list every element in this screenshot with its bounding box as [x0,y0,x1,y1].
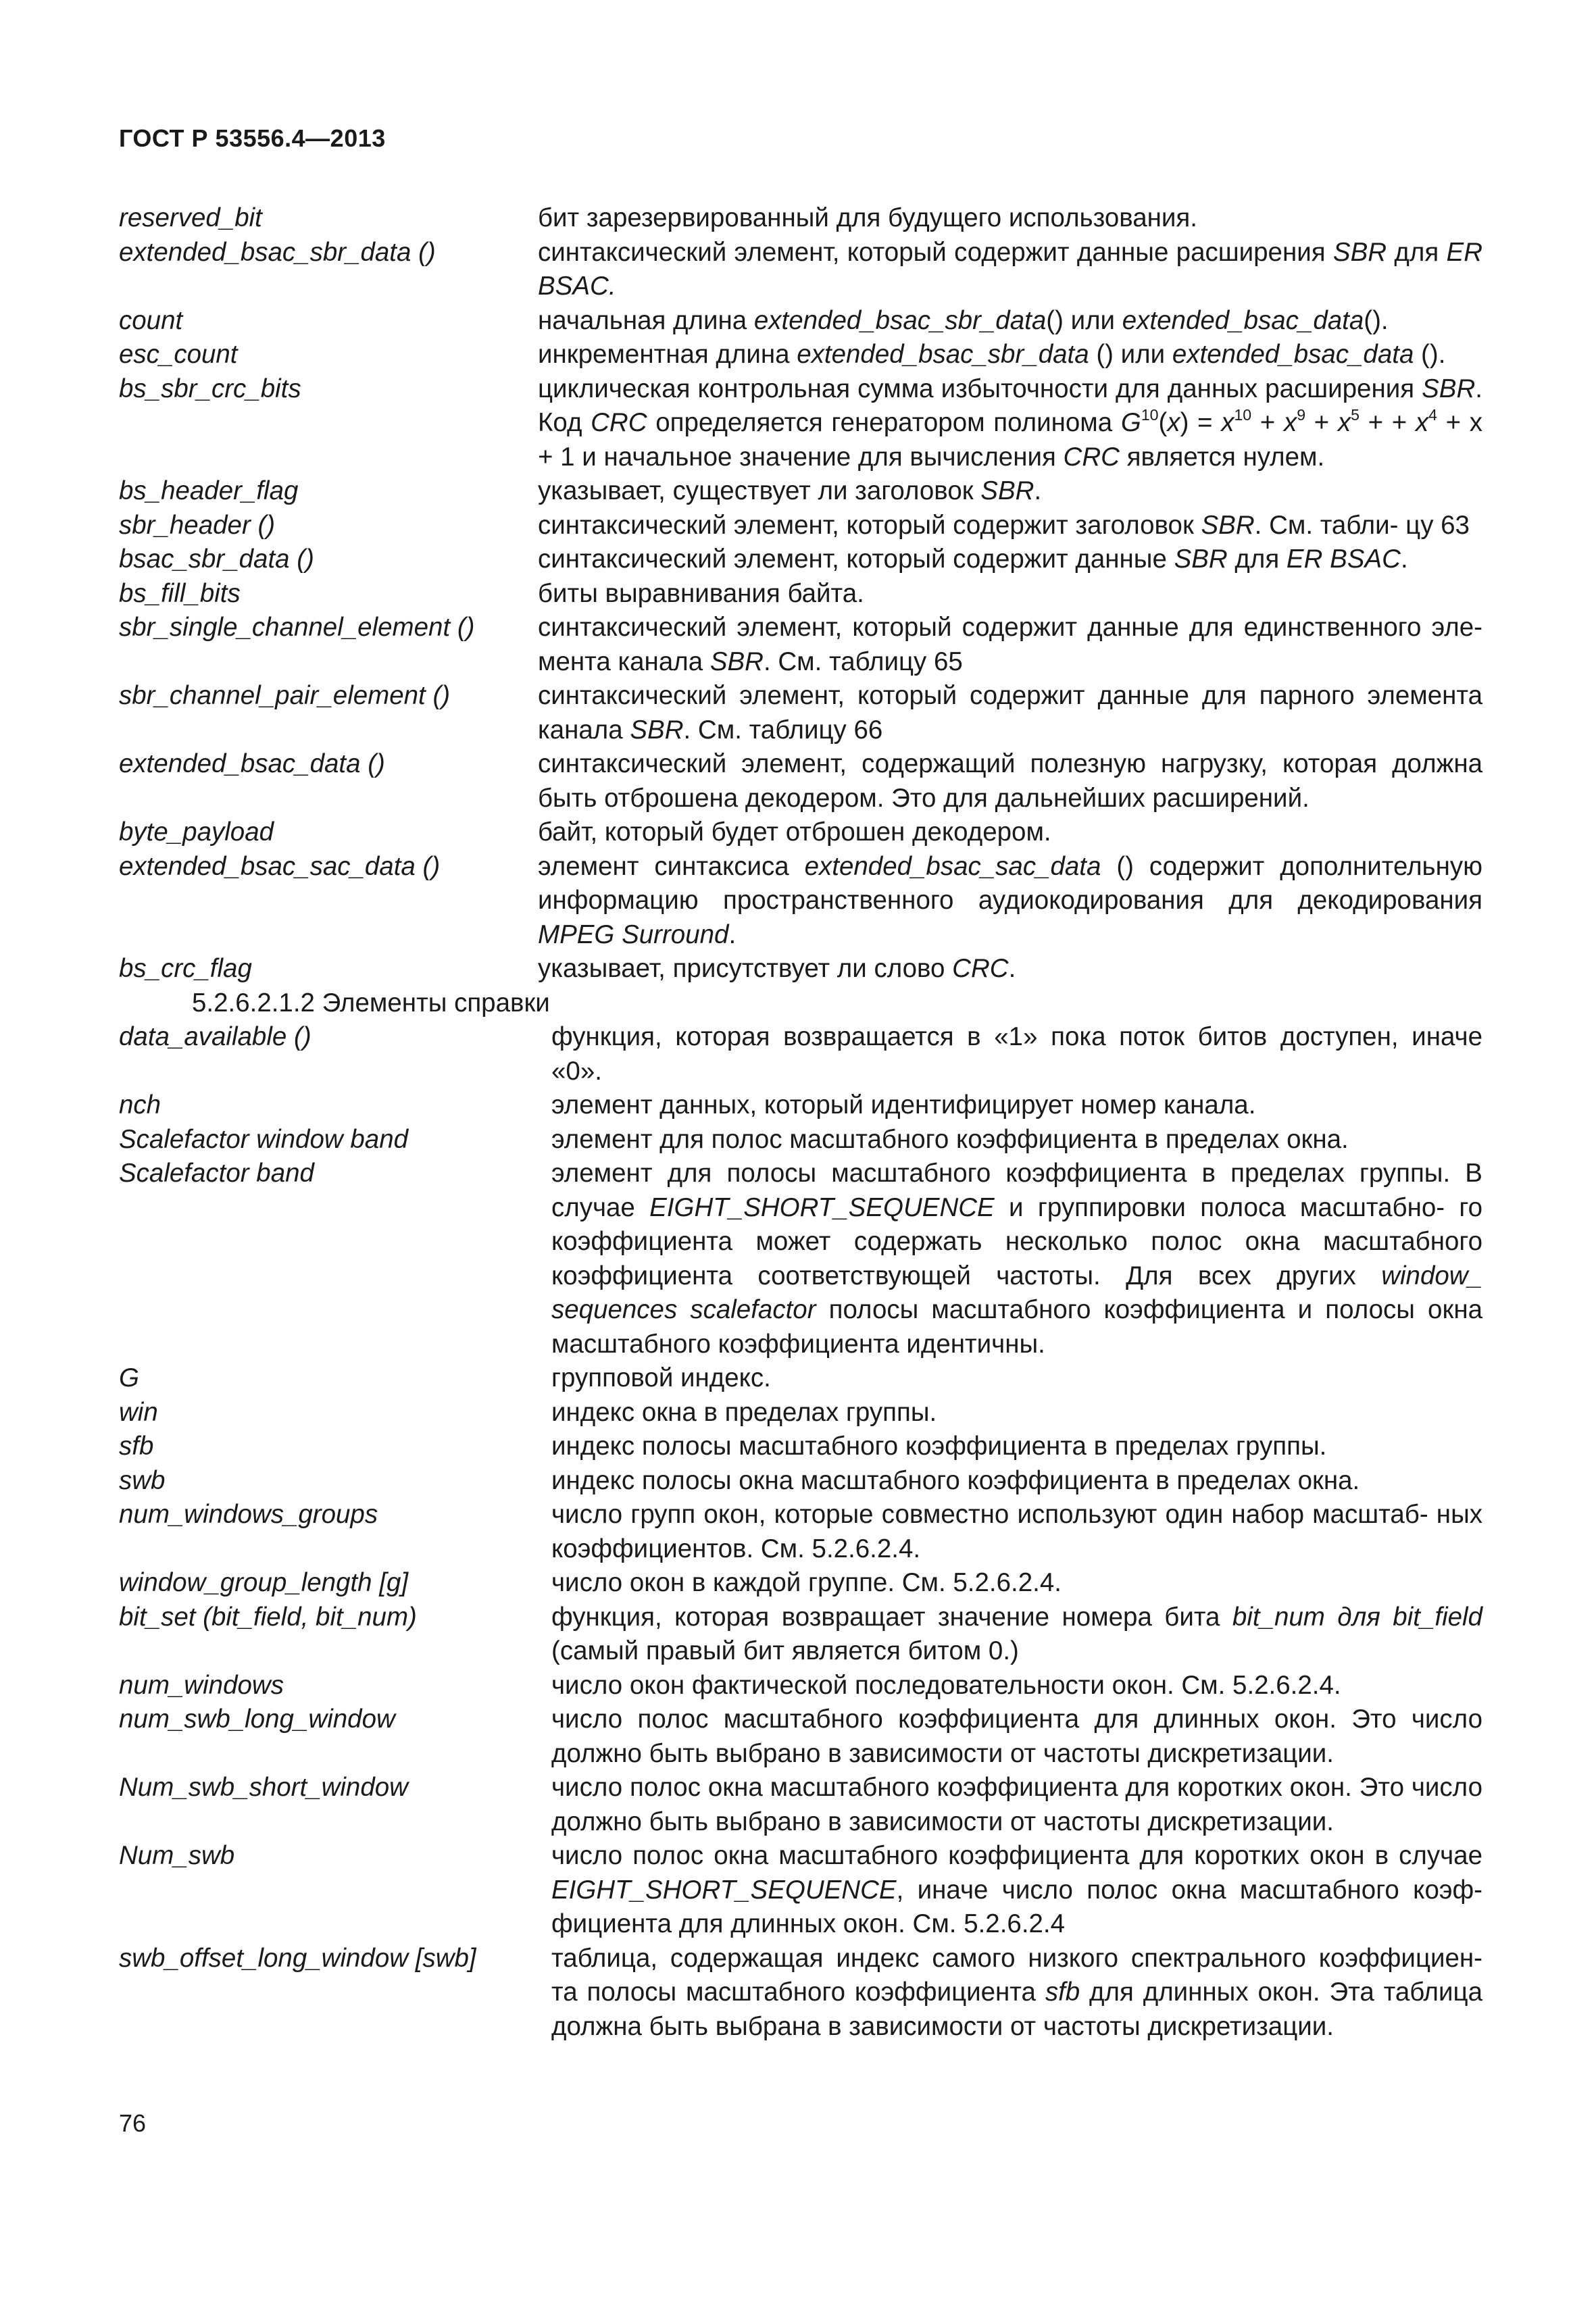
definition-description: число полос окна масштабного коэффициента для коротких окон в случае EIGHT_SHORT_SEQUENCE, иначе число полос окна масштабного коэф- фициента для длинных окон. См. 5.2.6.2.4 [551,1841,1482,1938]
definition-description: биты выравнивания байта. [538,578,864,608]
definition-entry [0,236,1596,304]
definition-description: инкрементная длина extended_bsac_sbr_data () или extended_bsac_data (). [538,340,1446,369]
definition-entry [0,850,1596,953]
definition-term: win [119,1397,158,1427]
definition-description: таблица, содержащая индекс самого низкого спектрального коэффициен- та полосы масштабного коэффициента sfb для длинных окон. Эта таблица должна быть выбрана в зависимости от частоты дискретизации. [551,1943,1482,2041]
definition-description: индекс полосы масштабного коэффициента в пределах группы. [551,1432,1327,1461]
definition-term: extended_bsac_sbr_data () [119,237,436,267]
definition-description: синтаксический элемент, который содержит данные для единственного эле- мента канала SBR. См. таблицу 65 [538,613,1482,676]
definition-description: бит зарезервированный для будущего использования. [538,203,1197,232]
definition-entry [0,747,1596,815]
definition-entry [0,815,1596,850]
definition-entry [0,1498,1596,1566]
definition-entry [0,509,1596,543]
definition-term: num_windows_groups [119,1500,378,1529]
definition-description: указывает, существует ли заголовок SBR. [538,476,1042,505]
definition-term: num_swb_long_window [119,1705,395,1734]
definition-entry [0,1942,1596,2044]
definition-term: num_windows [119,1670,284,1700]
definition-entry [0,679,1596,747]
definition-description: функция, которая возвращает значение номера бита bit_num для bit_field (самый правый бит является битом 0.) [551,1602,1483,1665]
definition-term: reserved_bit [119,203,262,232]
definition-term: bit_set (bit_field, bit_num) [119,1602,417,1632]
definition-description: групповой индекс. [551,1363,771,1392]
definition-term: data_available () [119,1022,311,1051]
definition-term: G [119,1363,139,1392]
definition-entry [0,577,1596,611]
definition-entry [0,1839,1596,1942]
definition-description: число групп окон, которые совместно используют один набор масштаб- ных коэффициентов. См. 5.2.6.2.4. [551,1500,1482,1563]
definition-term: sbr_channel_pair_element () [119,681,451,710]
definition-entry [0,201,1596,236]
definition-entry [0,1361,1596,1396]
definition-entry [0,474,1596,509]
definition-entry [0,338,1596,372]
definition-term: Num_swb_short_window [119,1773,408,1802]
definition-term: count [119,305,183,335]
definitions-section-2 [0,1020,1596,2044]
definition-description: начальная длина extended_bsac_sbr_data() или extended_bsac_data(). [538,305,1389,335]
definition-description: число полос окна масштабного коэффициента для коротких окон. Это число должно быть выбрано в зависимости от частоты дискретизации. [551,1773,1482,1836]
definition-description: элемент синтаксиса extended_bsac_sac_data () содержит дополнительную информацию пространственного аудиокодирования для декодирования MPEG Surround. [538,851,1482,949]
subsection-heading: 5.2.6.2.1.2 Элементы справки [192,988,550,1017]
definition-entry [0,1430,1596,1464]
definition-description: синтаксический элемент, который содержит данные расширения SBR для ER BSAC. [538,237,1482,301]
definition-term: bsac_sbr_data () [119,545,314,574]
definition-description: байт, который будет отброшен декодером. [538,818,1051,847]
definition-term: swb [119,1465,166,1495]
definition-entry [0,611,1596,679]
definition-term: extended_bsac_sac_data () [119,851,441,881]
definition-description: элемент данных, который идентифицирует номер канала. [551,1090,1256,1120]
definition-entry [0,372,1596,475]
definition-term: bs_crc_flag [119,954,252,983]
definition-term: Scalefactor band [119,1159,314,1188]
definition-term: bs_header_flag [119,476,299,505]
definition-description: индекс полосы окна масштабного коэффициента в пределах окна. [551,1465,1360,1495]
definition-entry [0,1123,1596,1157]
definition-entry [0,1771,1596,1839]
definition-description: элемент для полос масштабного коэффициента в пределах окна. [551,1124,1349,1154]
definition-entry [0,543,1596,577]
definition-entry [0,1157,1596,1361]
definition-term: swb_offset_long_window [swb] [119,1943,476,1973]
definition-entry [0,1020,1596,1088]
definition-term: extended_bsac_data () [119,749,385,778]
definition-description: функция, которая возвращается в «1» пока поток битов доступен, иначе «0». [551,1022,1482,1086]
definition-term: Scalefactor window band [119,1124,409,1154]
definition-term: nch [119,1090,161,1120]
definition-description: число окон фактической последовательности окон. См. 5.2.6.2.4. [551,1670,1341,1700]
definition-description: указывает, присутствует ли слово CRC. [538,954,1016,983]
page-number: 76 [119,2109,147,2137]
definition-term: esc_count [119,340,238,369]
definition-entry [0,1464,1596,1499]
definition-entry [0,1088,1596,1123]
definition-description: синтаксический элемент, содержащий полезную нагрузку, которая должна быть отброшена декодером. Это для дальнейших расширений. [538,749,1482,813]
definition-description: синтаксический элемент, который содержит заголовок SBR. См. табли- цу 63 [538,510,1470,540]
definition-term: sfb [119,1432,154,1461]
definition-term: Num_swb [119,1841,235,1870]
definition-entry [0,1566,1596,1601]
definition-entry [0,952,1596,986]
definitions-list [0,201,1596,2044]
definition-term: bs_sbr_crc_bits [119,374,301,403]
page-header: ГОСТ Р 53556.4—2013 [119,124,386,152]
definition-entry [0,1396,1596,1430]
definition-description: синтаксический элемент, который содержит данные SBR для ER BSAC. [538,545,1408,574]
definition-term: sbr_header () [119,510,276,540]
definition-term: bs_fill_bits [119,578,241,608]
definition-description: циклическая контрольная сумма избыточности для данных расширения SBR. Код CRC определяется генератором полинома $G^{10}(x) = x^{10} + x^9 + x^5$ + + $x^4 + x + 1$ и начальное значение для вычисления CRC является нулем. [538,374,1482,472]
definition-term: byte_payload [119,818,274,847]
definition-description: синтаксический элемент, который содержит данные для парного элемента канала SBR. См. таблицу 66 [538,681,1482,745]
definition-description: число полос масштабного коэффициента для длинных окон. Это число должно быть выбрано в зависимости от частоты дискретизации. [551,1705,1482,1768]
definition-entry [0,1669,1596,1703]
definition-description: число окон в каждой группе. См. 5.2.6.2.4. [551,1568,1062,1597]
definition-entry [0,1601,1596,1669]
definition-entry [0,1703,1596,1771]
definition-description: элемент для полосы масштабного коэффициента в пределах группы. В случае EIGHT_SHORT_SEQUENCE и группировки полоса масштабно- го коэффициента может содержать несколько полос окна масштабного коэффициента соответствующей частоты. Для всех других window_ sequences scalefactor полосы масштабного коэффициента и полосы окна масштабного коэффициента идентичны. [551,1159,1482,1359]
definition-entry [0,304,1596,338]
definition-description: индекс окна в пределах группы. [551,1397,937,1427]
definition-term: sbr_single_channel_element () [119,613,475,642]
definition-term: window_group_length [g] [119,1568,409,1597]
definitions-section-1 [0,201,1596,986]
